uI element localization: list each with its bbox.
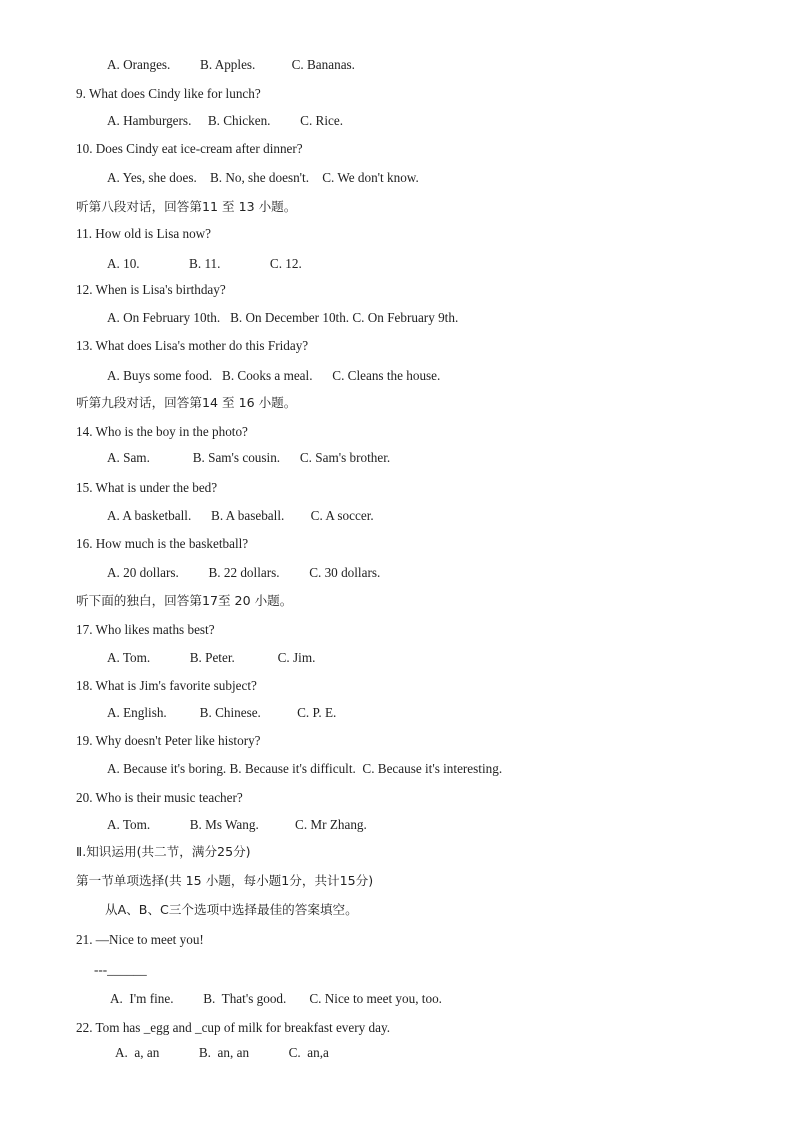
q12-options: A. On February 10th. B. On December 10th. C. On February 9th.	[107, 310, 459, 325]
q16-options: A. 20 dollars. B. 22 dollars. C. 30 dollars.	[107, 565, 381, 580]
q17-options: A. Tom. B. Peter. C. Jim.	[107, 650, 316, 665]
q10-question: 10. Does Cindy eat ice-cream after dinner?	[76, 141, 303, 156]
q15-options: A. A basketball. B. A baseball. C. A soccer.	[107, 508, 374, 523]
section-1-heading: 第一节单项选择(共 15 小题，每小题1分，共计15分)	[76, 873, 374, 888]
q9-question: 9. What does Cindy like for lunch?	[76, 86, 261, 101]
q19-question: 19. Why doesn't Peter like history?	[76, 733, 261, 748]
q8-options: A. Oranges. B. Apples. C. Bananas.	[107, 57, 355, 72]
section-9-heading: 听第九段对话，回答第14 至 16 小题。	[76, 395, 297, 410]
part-2-heading: Ⅱ.知识运用(共二节，满分25分)	[76, 844, 251, 859]
q20-question: 20. Who is their music teacher?	[76, 790, 243, 805]
q13-options: A. Buys some food. B. Cooks a meal. C. Cleans the house.	[107, 368, 441, 383]
q10-options: A. Yes, she does. B. No, she doesn't. C. We don't know.	[107, 170, 419, 185]
monologue-heading: 听下面的独白，回答第17至 20 小题。	[76, 593, 293, 608]
q13-question: 13. What does Lisa's mother do this Friday?	[76, 338, 309, 353]
q20-options: A. Tom. B. Ms Wang. C. Mr Zhang.	[107, 817, 367, 832]
q18-options: A. English. B. Chinese. C. P. E.	[107, 705, 337, 720]
instructions: 从A、B、C三个选项中选择最佳的答案填空。	[105, 902, 358, 917]
q17-question: 17. Who likes maths best?	[76, 622, 215, 637]
q14-question: 14. Who is the boy in the photo?	[76, 424, 248, 439]
q9-options: A. Hamburgers. B. Chicken. C. Rice.	[107, 113, 344, 128]
q11-options: A. 10. B. 11. C. 12.	[107, 256, 302, 271]
q18-question: 18. What is Jim's favorite subject?	[76, 678, 257, 693]
q21-question: 21. —Nice to meet you!	[76, 932, 204, 947]
q11-question: 11. How old is Lisa now?	[76, 226, 212, 241]
q12-question: 12. When is Lisa's birthday?	[76, 282, 226, 297]
q19-options: A. Because it's boring. B. Because it's difficult. C. Because it's interesting.	[107, 761, 503, 776]
q16-question: 16. How much is the basketball?	[76, 536, 249, 551]
q22-question: 22. Tom has _egg and _cup of milk for breakfast every day.	[76, 1020, 391, 1035]
q15-question: 15. What is under the bed?	[76, 480, 218, 495]
q21-options: A. I'm fine. B. That's good. C. Nice to meet you, too.	[110, 991, 442, 1006]
q22-options: A. a, an B. an, an C. an,a	[115, 1045, 329, 1060]
q21-blank: ---______	[94, 962, 147, 977]
section-8-heading: 听第八段对话，回答第11 至 13 小题。	[76, 199, 297, 214]
q14-options: A. Sam. B. Sam's cousin. C. Sam's brother.	[107, 450, 391, 465]
